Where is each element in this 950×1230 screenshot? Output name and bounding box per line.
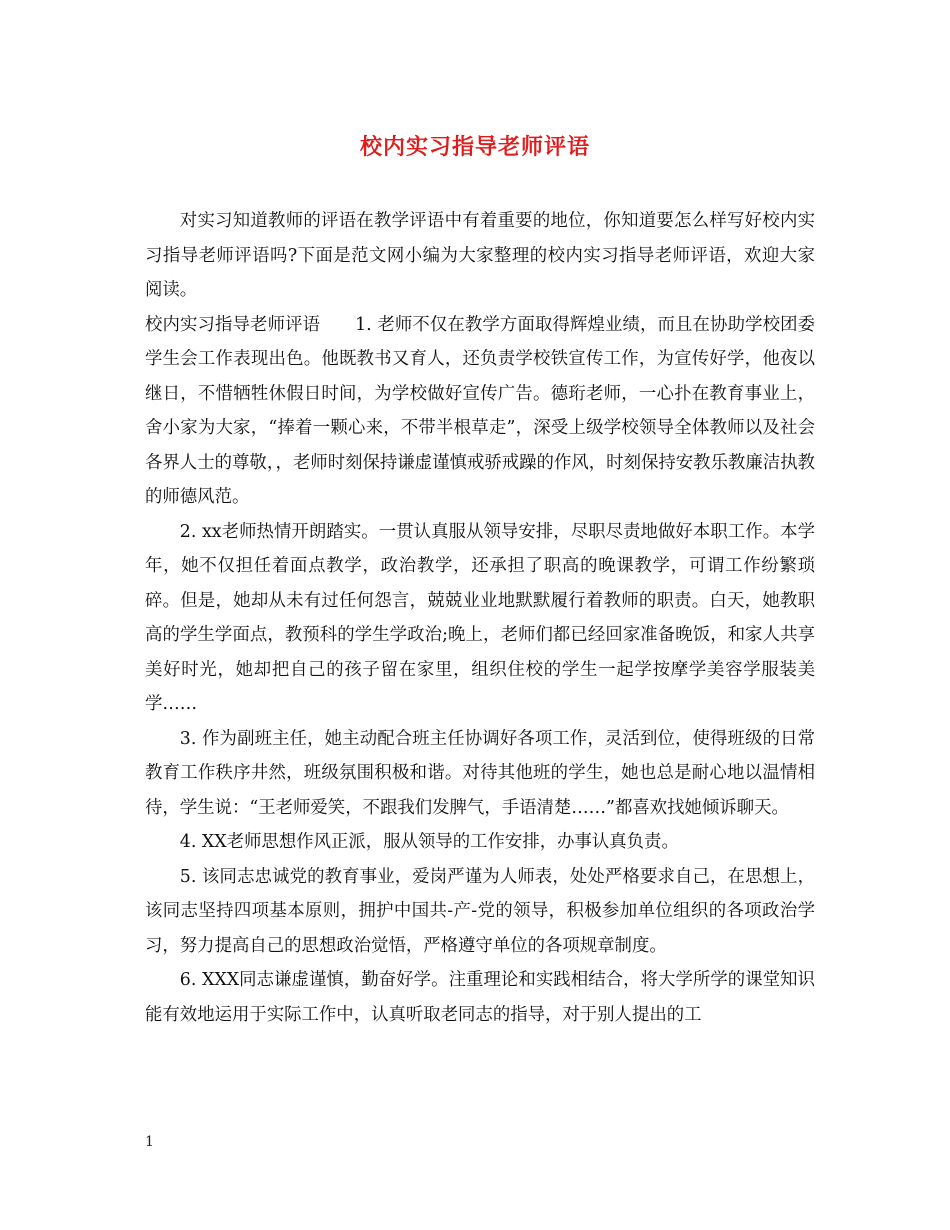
page-number: 1 — [145, 1134, 154, 1150]
comment-paragraph-6: 6. XXX同志谦虚谨慎，勤奋好学。注重理论和实践相结合，将大学所学的课堂知识能有效地运用于实际工作中，认真听取老同志的指导，对于别人提出的工 — [145, 970, 815, 1025]
comment-paragraph-1: 校内实习指导老师评语 1. 老师不仅在教学方面取得辉煌业绩，而且在协助学校团委学生会工作表现出色。他既教书又育人，还负责学校铁宣传工作，为宣传好学，他夜以继日，不惜牺牲休假日时间，为学校做好宣传广告。德珩老师，一心扑在教育事业上，舍小家为大家，“捧着一颗心来，不带半根草走”，深受上级学校领导全体教师以及社会各界人士的尊敬，，老师时刻保持谦虚谨慎戒骄戒躁的作风，时刻保持安教乐教廉洁执教的师德风范。 — [145, 314, 815, 507]
comment-paragraph-5: 5. 该同志忠诚党的教育事业，爱岗严谨为人师表，处处严格要求自己，在思想上，该同志坚持四项基本原则，拥护中国共-产-党的领导，积极参加单位组织的各项政治学习，努力提高自己的思想政治觉悟，严格遵守单位的各项规章制度。 — [145, 866, 815, 956]
intro-paragraph: 对实习知道教师的评语在教学评语中有着重要的地位，你知道要怎么样写好校内实习指导老师评语吗?下面是范文网小编为大家整理的校内实习指导老师评语，欢迎大家阅读。 — [145, 211, 815, 300]
document-body — [145, 204, 815, 1032]
comment-paragraph-4: 4. XX老师思想作风正派，服从领导的工作安排，办事认真负责。 — [179, 832, 679, 852]
document-title: 校内实习指导老师评语 — [359, 135, 590, 160]
comment-paragraph-2: 2. xx老师热情开朗踏实。一贯认真服从领导安排，尽职尽责地做好本职工作。本学年，她不仅担任着面点教学，政治教学，还承担了职高的晚课教学，可谓工作纷繁琐碎。但是，她却从未有过任何怨言，兢兢业业地默默履行着教师的职责。白天，她教职高的学生学面点，教预科的学生学政治;晚上，老师们都已经回家准备晚饭，和家人共享美好时光，她却把自己的孩子留在家里，组织住校的学生一起学按摩学美容学服装美学…… — [145, 521, 815, 714]
comment-paragraph-3: 3. 作为副班主任，她主动配合班主任协调好各项工作，灵活到位，使得班级的日常教育工作秩序井然，班级氛围积极和谐。对待其他班的学生，她也总是耐心地以温情相待，学生说：“王老师爱笑，不跟我们发脾气，手语清楚……”都喜欢找她倾诉聊天。 — [145, 728, 815, 818]
